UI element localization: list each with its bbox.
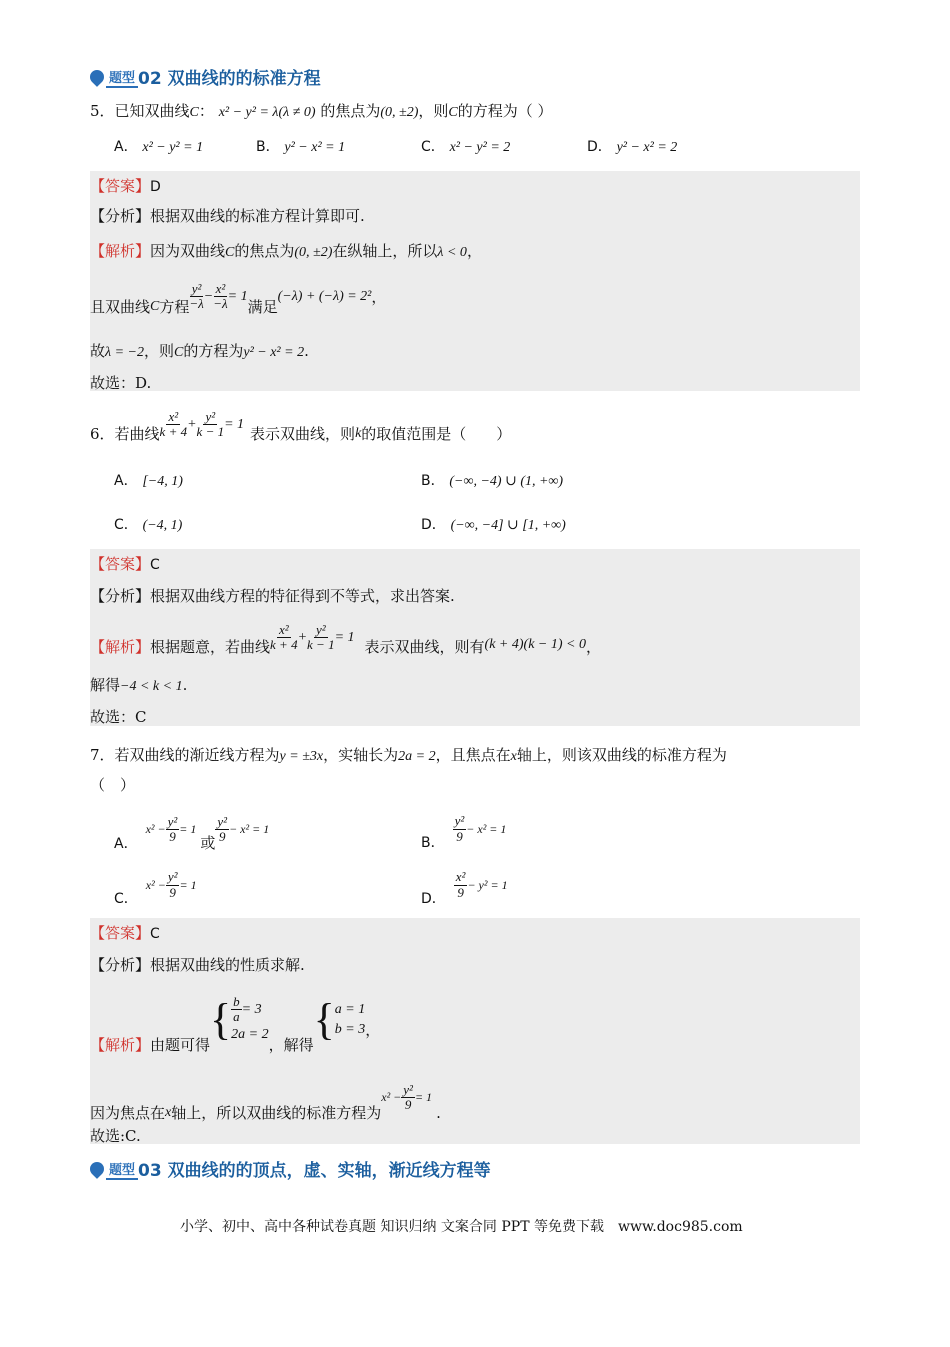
question-type-badge: 题型 [90,67,138,88]
fraction: $\frac{\text{x²}}{-\lambda}$ [213,280,228,311]
fraction: $\frac{\text{y²}}{9}$ [454,813,465,844]
q5-option-c[interactable]: C． x² − y² = 2 [421,139,511,155]
q6-option-b[interactable]: B． (−∞, −4) ∪ (1, +∞) [421,473,564,489]
q7-stem: 7．若双曲线的渐近线方程为y = ±3x，实轴长为2a = 2，且焦点在x轴上，则该双曲线的标准方程为 [90,746,727,764]
q5-analysis: 【分析】根据双曲线的标准方程计算即可. [90,207,365,225]
equation-system: { $\frac{b}{a}$ = 3 2a = 2 [210,993,269,1044]
q7-answer: 【答案】C [90,924,160,942]
q7-option-c[interactable]: C． x² − $\frac{\text{y²}}{9}$ = 1 [114,869,197,907]
q7-solution-line1: 【解析】 由题可得 { $\frac{b}{a}$ = 3 2a = 2 ，解得 { a = 1 b = 3 ， [90,993,381,1054]
q5-pick: 故选：D. [90,374,152,392]
q7-option-b[interactable]: B． $\frac{\text{y²}}{9}$ − x² = 1 [421,813,507,851]
q7-option-a[interactable]: A． x² − $\frac{\text{y²}}{9}$ = 1 或 $\frac{\text{y²}}{9}$ − x² = 1 [114,813,270,852]
q5-solution-line1: 【解析】因为双曲线C的焦点为(0, ±2)在纵轴上，所以λ < 0， [90,242,482,260]
q7-pick: 故选:C. [90,1127,141,1145]
section-header-02 [90,64,321,89]
q6-solution-line2: 解得−4 < k < 1. [90,676,188,694]
q6-stem: 6．若曲线 $\frac{\text{x²}}{k + 4}$ + $\frac{\text{y²}}{k - 1}$ = 1 表示双曲线，则 k 的取值范围是（ ） [90,408,512,443]
q7-stem-paren: （ ） [90,776,136,794]
fraction: $\frac{\text{y²}}{9}$ [167,869,178,900]
fraction: $\frac{\text{y²}}{k - 1}$ [196,408,225,439]
q5-answer: 【答案】D [90,177,161,195]
q5-option-a[interactable]: A． x² − y² = 1 [114,139,204,155]
q6-option-c[interactable]: C． (−4, 1) [114,517,183,533]
fraction: $\frac{\text{x²}}{k + 4}$ [159,408,188,439]
fraction: $\frac{\text{y²}}{9}$ [403,1081,413,1112]
q6-analysis: 【分析】根据双曲线方程的特征得到不等式，求出答案. [90,587,455,605]
q6-option-d[interactable]: D． (−∞, −4] ∪ [1, +∞) [421,517,566,533]
question-type-badge: 题型 [90,1159,138,1180]
q6-pick: 故选：C [90,708,147,726]
q5-option-b[interactable]: B． y² − x² = 1 [256,139,346,155]
page-footer: 小学、初中、高中各种试卷真题 知识归纳 文案合同 PPT 等免费下载 www.doc985.com [180,1219,743,1235]
fraction: $\frac{\text{y²}}{k - 1}$ [307,621,335,652]
fraction: $\frac{b}{a}$ [233,993,240,1025]
fraction: $\frac{\text{y²}}{9}$ [167,813,178,844]
fraction: $\frac{\text{x²}}{k + 4}$ [270,621,298,652]
equation-system: { a = 1 b = 3 [313,994,366,1044]
section-title: 02 双曲线的的标准方程 [138,69,321,89]
q6-option-a[interactable]: A． [−4, 1) [114,473,183,489]
pin-icon [87,67,107,87]
section-title: 03 双曲线的的顶点，虚、实轴，渐近线方程等 [138,1161,491,1181]
q6-answer: 【答案】C [90,555,160,573]
fraction: $\frac{\text{x²}}{9}$ [455,869,466,900]
q5-solution-line3: 故λ = −2，则C的方程为y² − x² = 2. [90,342,309,360]
q5-stem: 5．已知双曲线C： x² − y² = λ(λ ≠ 0) 的焦点为(0, ±2)，则C的方程为（ ） [90,102,553,120]
pin-icon [87,1159,107,1179]
q7-solution-line2: 因为焦点在 x 轴上，所以双曲线的标准方程为 x² − $\frac{\text{y²}}{9}$ = 1 . [90,1081,441,1122]
q6-solution-line1: 【解析】 根据题意，若曲线 $\frac{\text{x²}}{k + 4}$ + $\frac{\text{y²}}{k - 1}$ = 1 表示双曲线，则有 (k + 4)(k − 1) < 0 ， [90,621,601,656]
fraction: $\frac{\text{y²}}{9}$ [217,813,228,844]
q7-option-d[interactable]: D． $\frac{\text{x²}}{9}$ − y² = 1 [421,869,508,907]
q5-equation: x² − y² = λ(λ ≠ 0) [218,105,316,120]
section-header-03 [90,1156,491,1181]
q5-solution-line2: 且双曲线 C 方程 $\frac{\text{y²}}{-\lambda}$ − $\frac{\text{x²}}{-\lambda}$ = 1 满足 (−λ) + (−λ) = 2² ， [90,280,387,316]
q5-option-d[interactable]: D． y² − x² = 2 [587,139,678,155]
fraction: $\frac{\text{y²}}{-\lambda}$ [189,280,204,311]
q7-analysis: 【分析】根据双曲线的性质求解. [90,956,305,974]
